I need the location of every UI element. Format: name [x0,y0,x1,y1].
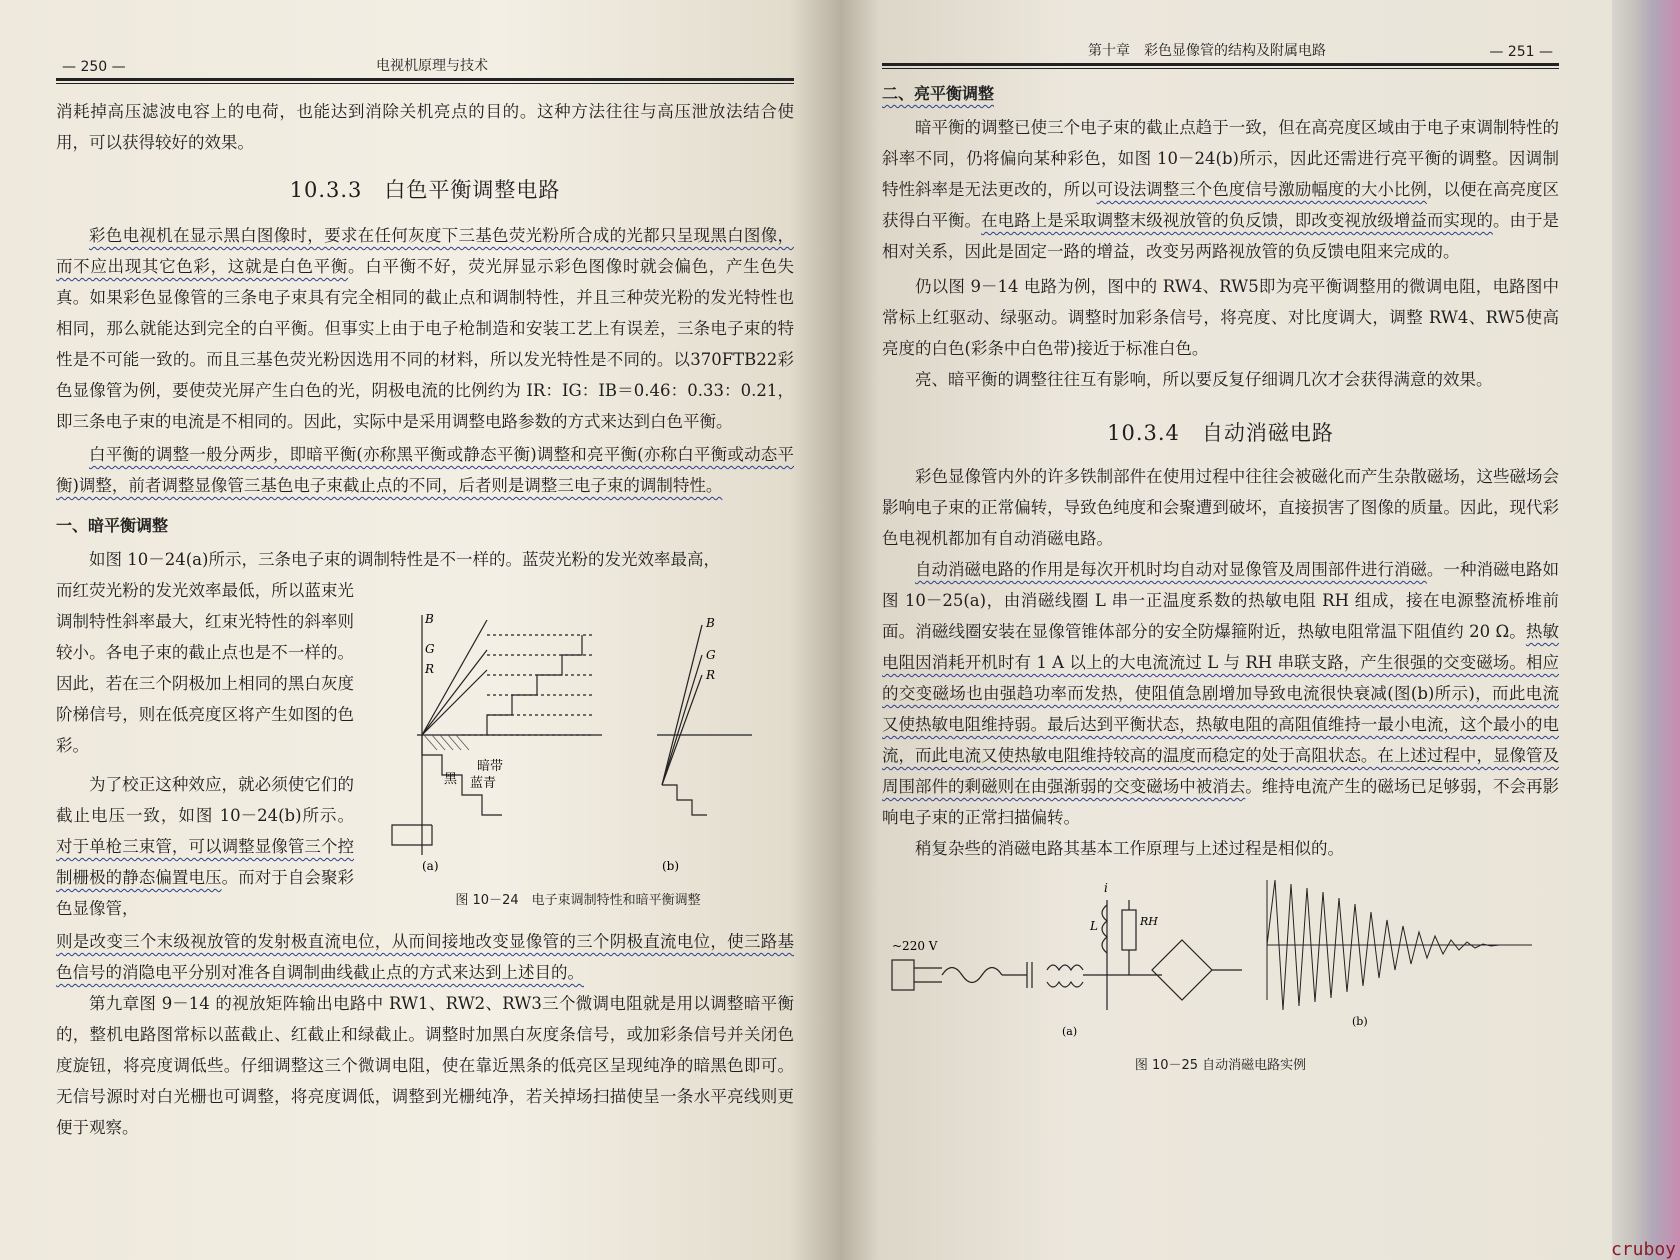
right-paragraph-1 [882,112,1559,267]
highlighted-text: 热敏电阻因消耗开机时有 1 A 以上的大电流流过 L 与 RH 串联支路，产生很强的交变磁场。相应的交变磁场也由强趋功率而发热，使阻值急剧增加导致电流很快衰减(图(b)所示)，而此电流又使热敏电阻维持弱。最后达到平衡状态，热敏电阻的高阻值维持一最小电流，这个最小的电流，而此电流又使热敏电阻维持较高的温度而稳定的处于高阻状态。在上述过程中，显像管及周围部件的剩磁则在由强渐弱的交变磁场中被消去 [882,622,1559,796]
paragraph-text: 。维持电流产生的磁场已足够弱，不会再影响电子束的正常扫描偏转。 [882,777,1560,827]
left-page-number: — 250 — [62,59,126,75]
paragraph-text: 。而对于自会聚彩色显像管， [56,868,355,918]
left-subheading: 一、暗平衡调整 [56,516,169,535]
fig25-sub-a: (a) [1062,1025,1078,1038]
left-header-rule [56,78,794,84]
fig25-sub-b: (b) [1352,1015,1368,1028]
fig24-label-b: B [425,612,434,626]
left-section-title: 10.3.3 白色平衡调整电路 [289,178,561,202]
right-page [840,0,1615,1260]
figure-10-25-caption: 图 10－25 自动消磁电路实例 [1134,1058,1307,1073]
right-header-rule [882,63,1559,69]
watermark: cruboy [1610,1239,1676,1260]
left-paragraph-3b: 而红荧光粉的发光效率最低，所以蓝束光调制特性斜率最大，红束光特性的斜率则较小。各电子束的截止点也是不一样的。因此，若在三个阴极加上相同的黑白灰度阶梯信号，则在低亮度区将产生如图的色彩。 [56,581,354,755]
highlighted-text: 二、亮平衡调整 [882,84,995,103]
paragraph-text: ，以便在高亮度区获得白平衡。 [882,180,1560,230]
left-paragraph-1 [56,220,794,437]
left-paragraph-6: 第九章图 9－14 的视放矩阵输出电路中 RW1、RW2、RW3三个微调电阻就是用以调整暗平衡的，整机电路图常标以蓝截止、红截止和绿截止。调整时加黑白灰度条信号，或加彩条信号并关闭色度旋钮，将亮度调低些。仔细调整这三个微调电阻，使在靠近黑条的低亮区呈现纯净的暗黑色即可。无信号源时对白光栅也可调整，将亮度调低，调整到光栅纯净，若关掉场扫描使呈一条水平亮线则更便于观察。 [56,994,794,1137]
right-chapter-head: 第十章 彩色显像管的结构及附属电路 [1088,43,1326,59]
figure-10-24 [362,575,794,924]
figure-10-24-caption: 图 10－24 电子束调制特性和暗平衡调整 [455,893,701,908]
left-paragraph-4 [56,769,354,924]
highlighted-text: 则是改变三个末级视放管的发射极直流电位，从而间接地改变显像管的三个阴极直流电位，使三路基色信号的消隐电平分别对准各自调制曲线截止点的方式来达到上述目的。 [56,932,794,982]
highlighted-text: 可设法调整三个色度信号激励幅度的大小比例 [1096,180,1427,199]
fig24-label-dark: 暗带 [477,759,504,774]
left-header [56,55,794,78]
figure-10-25 [882,870,1559,1073]
highlighted-text: 白平衡的调整一般分两步，即暗平衡(亦称黑平衡或静态平衡)调整和亮平衡(亦称白平衡或动态平衡)调整，前者调整显像管三基色电子束截止点的不同，后者则是调整三电子束的调制特性。 [56,445,794,495]
right-section-title: 10.3.4 自动消磁电路 [1107,421,1334,445]
right-header [882,40,1559,63]
highlighted-text: 自动消磁电路的作用是每次开机时均自动对显像管及周围部件进行消磁 [915,560,1427,579]
left-intro-paragraph: 消耗掉高压滤波电容上的电荷，也能达到消除关机亮点的目的。这种方法往往与高压泄放法结合使用，可以获得较好的效果。 [56,102,794,152]
left-wrapped-text [56,575,354,924]
figure-10-24-drawing [362,575,782,885]
paragraph-text: 暗平衡的调整已使三个电子束的截止点趋于一致，但在高亮度区域由于电子束调制特性的斜率不同，仍将偏向某种彩色，如图 10－24(b)所示，因此还需进行亮平衡的调整。因调制特性斜率是无法更改的，所以 [882,118,1559,199]
fig25-label-rh: RH [1140,915,1158,928]
right-paragraph-6: 稍复杂些的消磁电路其基本工作原理与上述过程是相似的。 [915,839,1344,858]
fig25-label-l: L [1090,919,1098,933]
right-subheading [882,81,1559,104]
fig24-label-black: 黑 [444,772,458,787]
fig24-sub-b: (b) [662,859,680,873]
left-paragraph-3a: 如图 10－24(a)所示，三条电子束的调制特性是不一样的。蓝荧光粉的发光效率最高， [89,550,720,569]
fig24-label-g: G [425,642,435,656]
fig25-label-voltage: ~220 V [892,939,938,953]
right-paragraph-2: 仍以图 9－14 电路为例，图中的 RW4、RW5即为亮平衡调整用的微调电阻，电路图中常标上红驱动、绿驱动。调整时加彩条信号，将亮度、对比度调大，调整 RW4、RW5使高亮度的白色(彩条中白色带)接近于标准白色。 [882,277,1559,358]
fig25-label-i: i [1104,881,1108,895]
highlighted-text: 在电路上是采取调整末级视放管的负反馈，即改变视放级增益而实现的 [981,211,1493,230]
paragraph-text: 。白平衡不好，荧光屏显示彩色图像时就会偏色，产生色失真。如果彩色显像管的三条电子束具有完全相同的截止点和调制特性，并且三种荧光粉的发光特性也相同，那么就能达到完全的白平衡。但事实上由于电子枪制造和安装工艺上有误差，三条电子束的特性是不可能一致的。而且三基色荧光粉因选用不同的材料，所以发光特性是不同的。以370FTB22彩色显像管为例，要使荧光屏产生白色的光，阴极电流的比例约为 IR：IG：IB＝0.46：0.33：0.21，即三条电子束的电流是不相同的。因此，实际中是采用调整电路参数的方式来达到白色平衡。 [56,257,795,431]
figure-10-25-drawing [882,870,1552,1050]
fig24-label-blue: 蓝青 [470,776,497,791]
left-paragraph-5 [56,926,794,988]
right-page-number: — 251 — [1489,44,1553,60]
right-paragraph-5 [882,554,1559,833]
highlighted-text: 彩色电视机在显示黑白图像时，要求在任何灰度下三基色荧光粉所合成的光都只呈现黑白图像，而不应出现其它色彩，这就是白色平衡 [56,226,794,276]
left-figure-row [56,575,794,924]
fig24-label-r: R [425,662,435,676]
fig24-b-label-r: R [706,668,716,682]
right-paragraph-4: 彩色显像管内外的许多铁制部件在使用过程中往往会被磁化而产生杂散磁场，这些磁场会影响电子束的正常偏转，导致色纯度和会聚遭到破坏，直接损害了图像的质量。因此，现代彩色电视机都加有自动消磁电路。 [882,467,1559,548]
paragraph-text: 。一种消磁电路如图 10－25(a)，由消磁线圈 L 串一正温度系数的热敏电阻 RH 组成，接在电源整流桥堆前面。消磁线圈安装在显像管锥体部分的安全防爆箍附近，热敏电阻常温下阻值约 20 Ω。 [882,560,1560,641]
fig24-b-label-g: G [706,648,716,662]
paragraph-text: 。由于是相对关系，因此是固定一路的增益，改变另两路视放管的负反馈电阻来完成的。 [882,211,1560,261]
fig24-b-label-b: B [706,616,715,630]
highlighted-text: 对于单枪三束管，可以调整显像管三个控制栅极的静态偏置电压 [56,837,354,887]
left-running-head: 电视机原理与技术 [376,58,488,74]
left-paragraph-2 [56,439,794,501]
book-page-edge [1612,0,1680,1260]
paragraph-text: 为了校正这种效应，就必须使它们的截止电压一致，如图 10－24(b)所示。 [56,775,354,825]
right-paragraph-3: 亮、暗平衡的调整往往互有影响，所以要反复仔细调几次才会获得满意的效果。 [915,370,1493,389]
fig24-sub-a: (a) [422,859,439,873]
